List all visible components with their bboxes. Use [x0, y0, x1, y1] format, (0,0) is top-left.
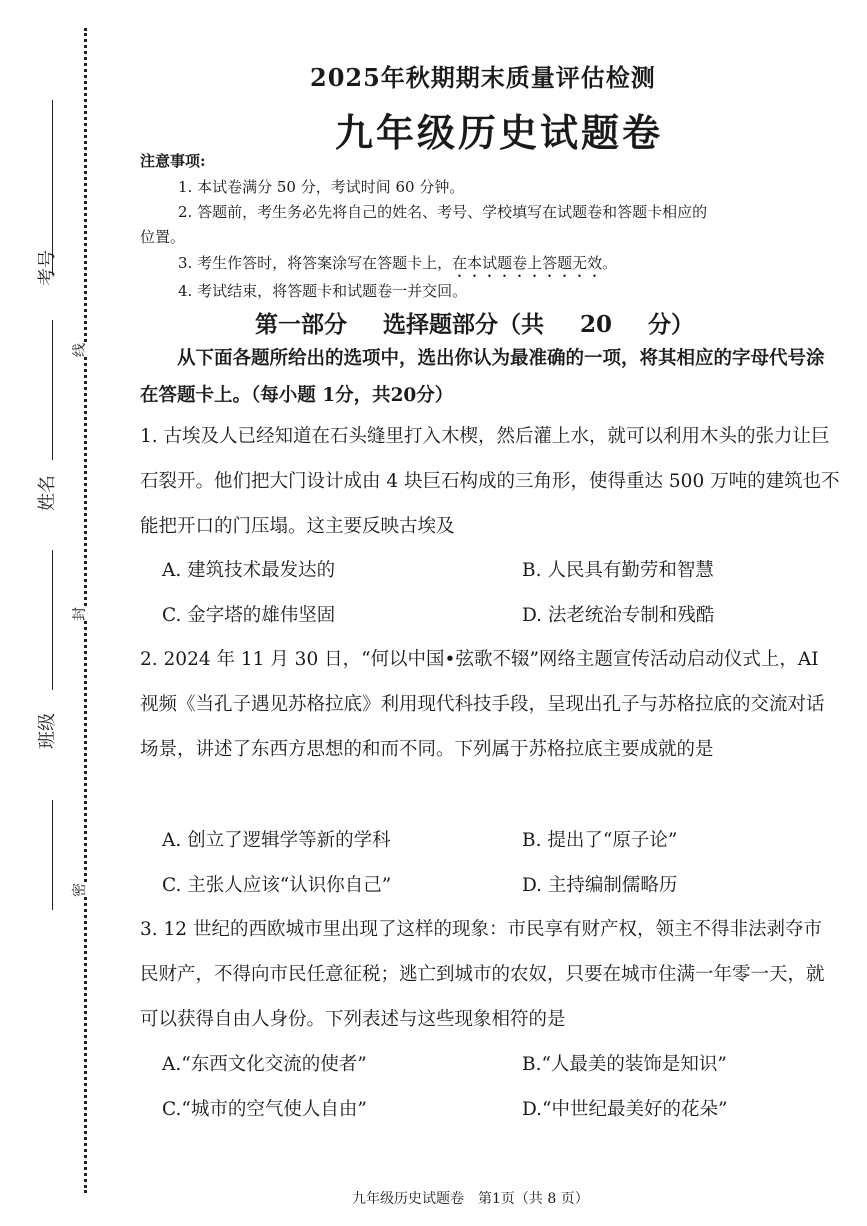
- question-2-stem: 2. 2024 年 11 月 30 日，“何以中国•弦歌不辍”网络主题宣传活动启动仪式上，AI 视频《当孔子遇见苏格拉底》利用现代科技手段，呈现出孔子与苏格拉底的交流对话场景，讲述了东西方思想的和而不同。下列属于苏格拉底主要成就的是: [140, 649, 825, 760]
- question-3-option-b: B.“人最美的装饰是知识”: [522, 1054, 727, 1075]
- question-1-stem: 1. 古埃及人已经知道在石头缝里打入木楔，然后灌上水，就可以利用木头的张力让巨石裂开。他们把大门设计成由 4 块巨石构成的三角形，使得重达 500 万吨的建筑也不能把开口的门压塌。这主要反映古埃及: [140, 426, 840, 537]
- seal-text-line: 线: [67, 343, 91, 357]
- question-2-option-a: A. 创立了逻辑学等新的学科: [162, 830, 391, 851]
- notes-heading: 注意事项:: [140, 152, 206, 170]
- part1-title: 第一部分 选择题部分（共 20 分）: [255, 311, 695, 338]
- exam-title: 2025年秋期期末质量评估检测: [310, 63, 656, 92]
- binding-margin: [0, 0, 100, 1226]
- question-3-option-c: C.“城市的空气使人自由”: [162, 1099, 367, 1120]
- question-3-stem: 3. 12 世纪的西欧城市里出现了这样的现象：市民享有财产权，领主不得非法剥夺市民财产，不得向市民任意征税；逃亡到城市的农奴，只要在城市住满一年零一天，就可以获得自由人身份。下列表述与这些现象相符的是: [140, 919, 825, 1030]
- note-4: 4. 考试结束，将答题卡和试题卷一并交回。: [178, 282, 468, 300]
- question-3-option-d: D.“中世纪最美好的花朵”: [522, 1099, 728, 1120]
- note-3-emphasis: 在本试题卷上答题无效。: [452, 254, 618, 272]
- question-3-option-a: A.“东西文化交流的使者”: [162, 1054, 367, 1075]
- question-1-option-d: D. 法老统治专制和残酷: [522, 605, 715, 626]
- question-2-option-b: B. 提出了“原子论”: [522, 830, 678, 851]
- exam-subtitle: 九年级历史试题卷: [335, 110, 664, 155]
- name-underline: [52, 320, 53, 460]
- seal-text-feng: 封: [67, 607, 91, 621]
- question-1-option-a: A. 建筑技术最发达的: [162, 560, 336, 581]
- class-label: 班级: [37, 713, 58, 749]
- note-2: 2. 答题前，考生务必先将自己的姓名、考号、学校填写在试题卷和答题卡相应的: [178, 203, 708, 221]
- question-1-option-b: B. 人民具有勤劳和智慧: [522, 560, 714, 581]
- name-label: 姓名: [37, 475, 58, 511]
- exam-no-underline: [52, 100, 53, 275]
- part1-instruction: 从下面各题所给出的选项中，选出你认为最准确的一项，将其相应的字母代号涂在答题卡上。（每小题 1分，共20分）: [140, 348, 825, 406]
- class-underline: [52, 550, 53, 690]
- question-2-option-c: C. 主张人应该“认识你自己”: [162, 875, 392, 896]
- note-2-cont: 位置。: [140, 228, 186, 246]
- school-underline: [52, 800, 53, 910]
- seal-text-mi: 密: [67, 883, 91, 897]
- question-1-option-c: C. 金字塔的雄伟坚固: [162, 605, 336, 626]
- note-3: 3. 考生作答时，将答案涂写在答题卡上，在本试题卷上答题无效。: [178, 254, 618, 272]
- exam-no-label: 考号: [37, 250, 58, 286]
- note-1: 1. 本试卷满分 50 分，考试时间 60 分钟。: [178, 178, 465, 196]
- page-footer: 九年级历史试题卷 第1页（共 8 页）: [352, 1191, 589, 1207]
- question-2-option-d: D. 主持编制儒略历: [522, 875, 678, 896]
